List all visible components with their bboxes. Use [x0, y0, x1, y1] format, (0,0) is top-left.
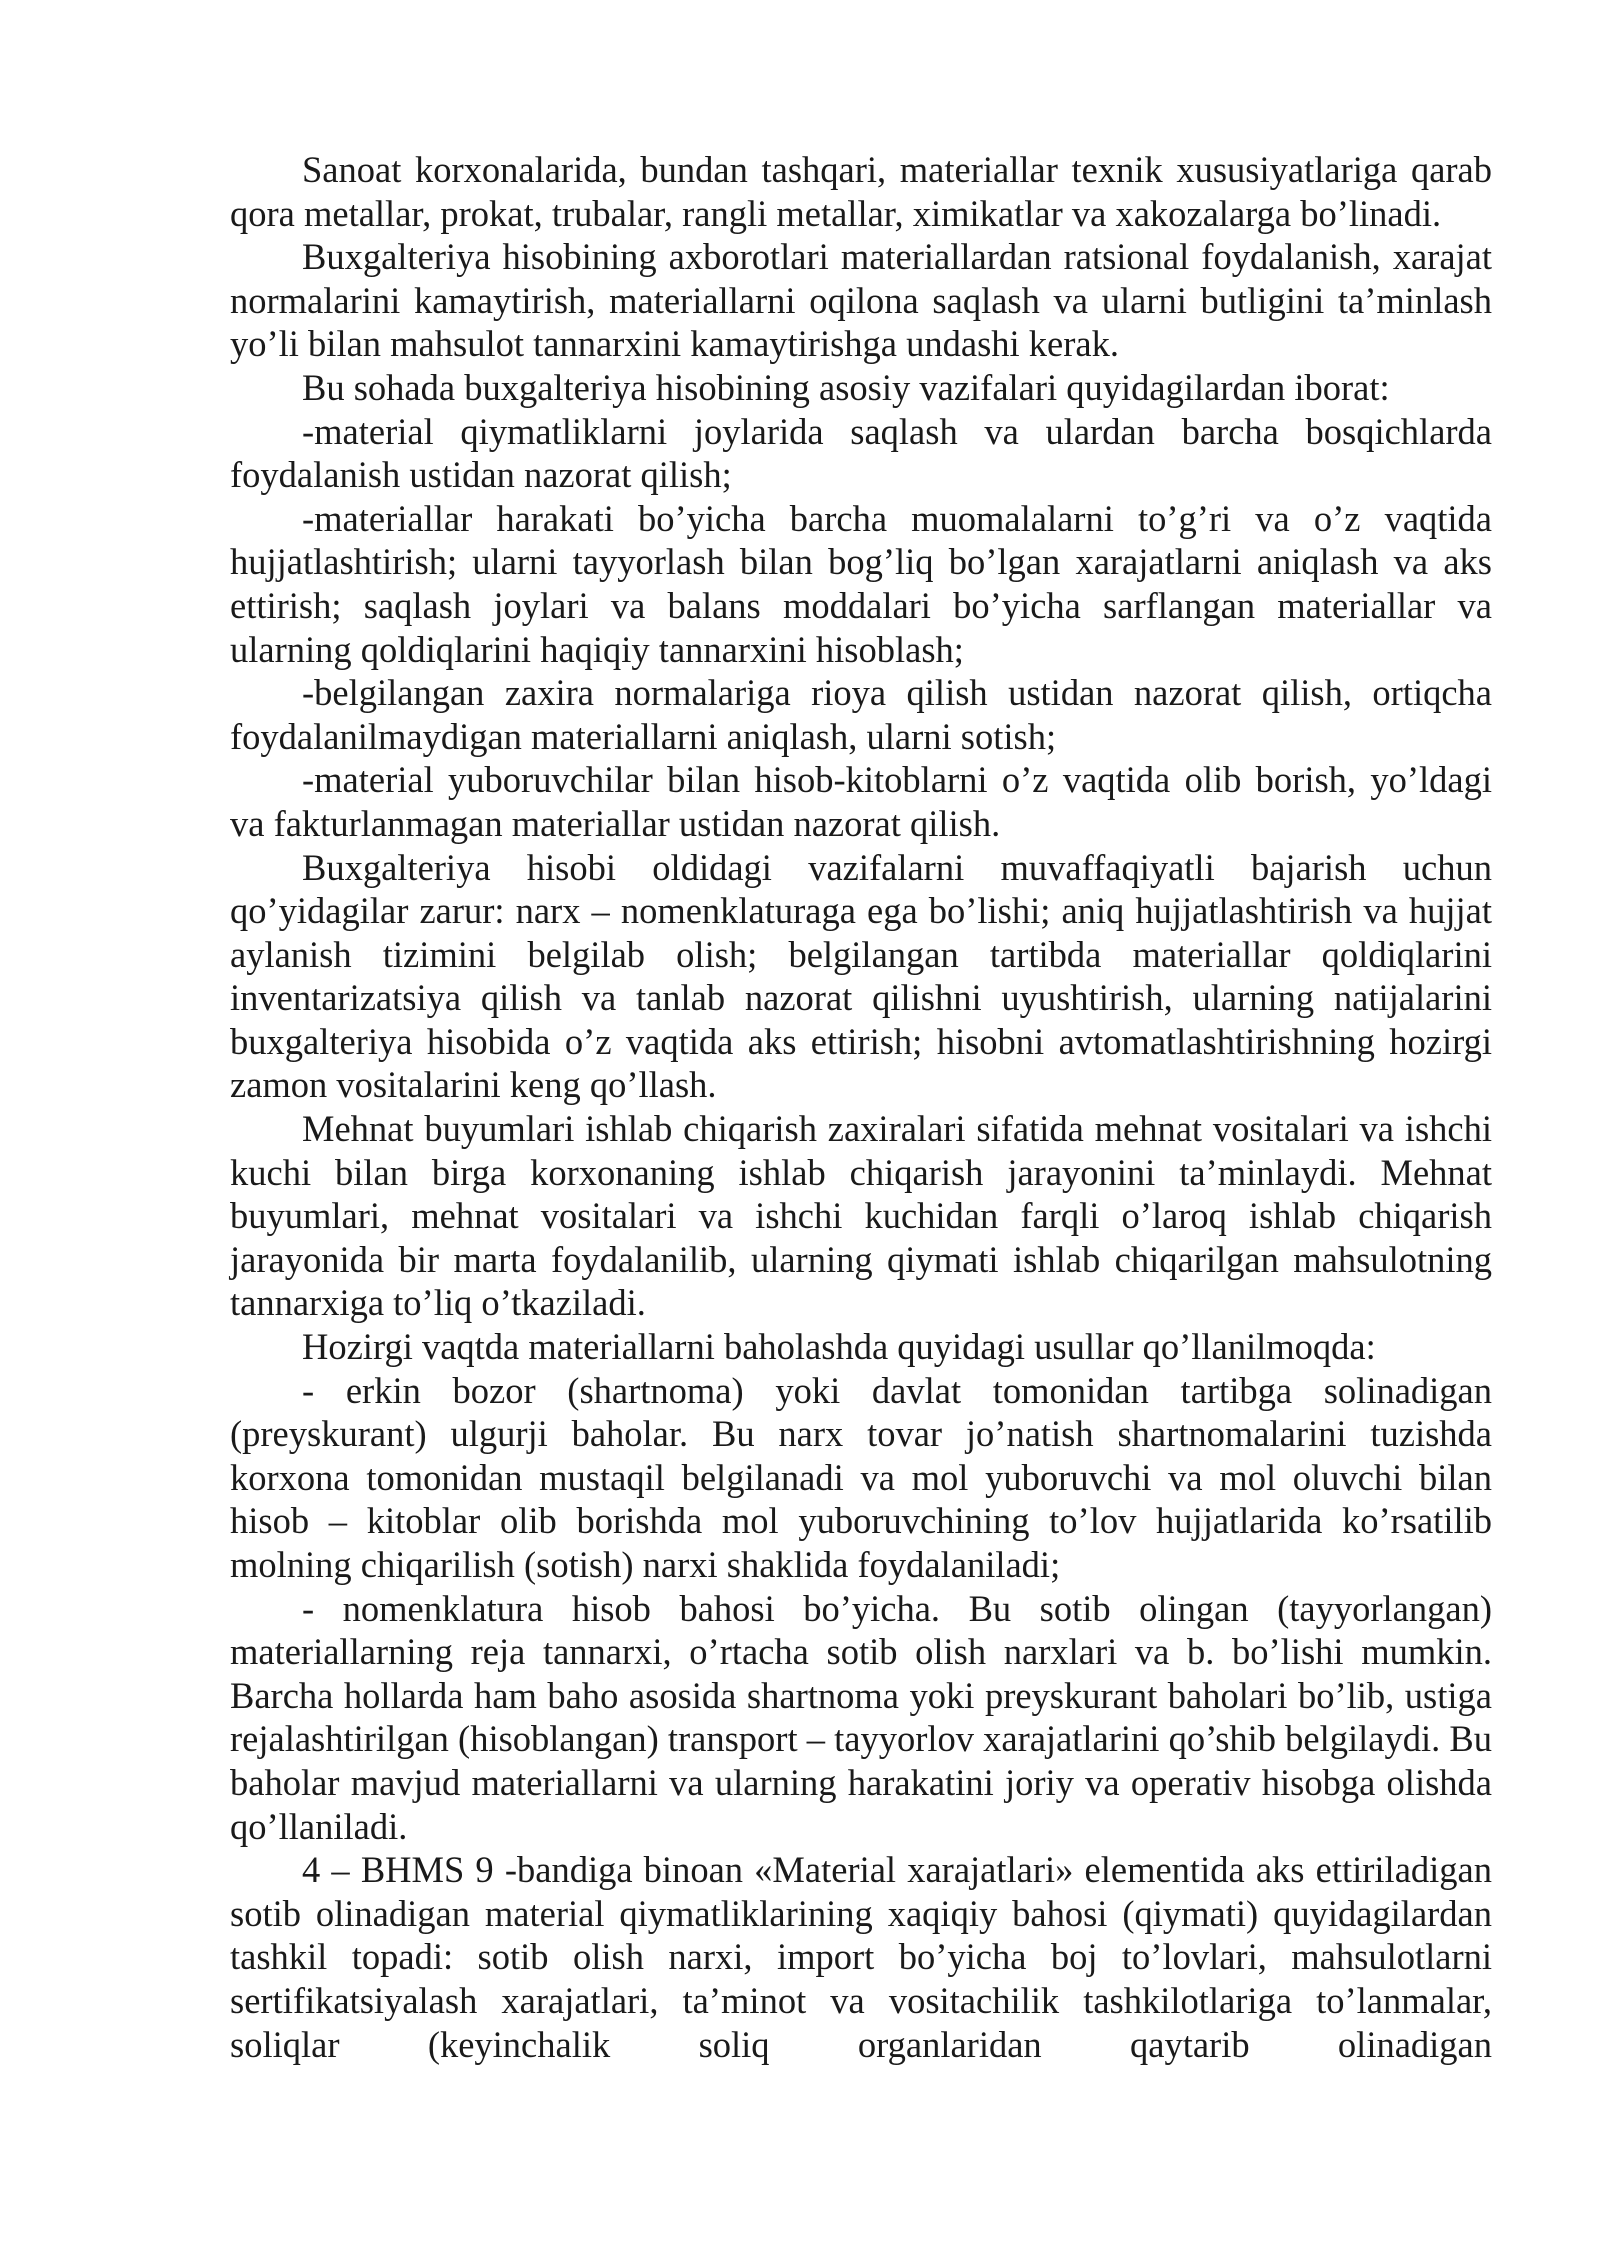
paragraph-requirements: Buxgalteriya hisobi oldidagi vazifalarni muvaffaqiyatli bajarish uchun qo’yidagilar zarur: narx – nomenklaturaga ega bo’lishi; aniq hujjatlashtirish va hujjat aylanish tizimini belgilab olish; belgilangan tartibda materiallar qoldiqlarini inventarizatsiya qilish va tanlab nazorat qilishni uyushtirish, ularning natijalarini buxgalteriya hisobida o’z vaqtida aks ettirish; hisobni avtomatlashtirishning hozirgi zamon vositalarini keng qo’llash.	[230, 846, 1492, 1106]
paragraph-bhms-9: 4 – BHMS 9 -bandiga binoan «Material xarajatlari» elementida aks ettiriladigan sotib olinadigan material qiymatliklarining xaqiqiy bahosi (qiymati) quyidagilardan tashkil topadi: sotib olish narxi, import bo’yicha boj to’lovlari, mahsulotlarni sertifikatsiyalash xarajatlari, ta’minot va vositachilik tashkilotlariga to’lanmalar, soliqlar (keyinchalik soliq organlaridan qaytarib olinadigan	[230, 1849, 1492, 2065]
paragraph-accounting-information: Buxgalteriya hisobining axborotlari materiallardan ratsional foydalanish, xarajat normalarini kamaytirish, materiallarni oqilona saqlash va ularni butligini ta’minlash yo’li bilan mahsulot tannarxini kamaytirishga undashi kerak.	[230, 236, 1492, 365]
paragraph-task-reserve-norms: -belgilangan zaxira normalariga rioya qilish ustidan nazorat qilish, ortiqcha foydalanilmaydigan materiallarni aniqlash, ularni sotish;	[230, 672, 1492, 757]
paragraph-nomenclature-price: - nomenklatura hisob bahosi bo’yicha. Bu sotib olingan (tayyorlangan) materiallarning reja tannarxi, o’rtacha sotib olish narxlari va b. bo’lishi mumkin. Barcha hollarda ham baho asosida shartnoma yoki preyskurant baholari bo’lib, ustiga rejalashtirilgan (hisoblangan) transport – tayyorlov xarajatlarini qo’shib belgilaydi. Bu baholar mavjud materiallarni va ularning harakatini joriy va operativ hisobga olishda qo’llaniladi.	[230, 1587, 1492, 1847]
paragraph-task-supplier-settlements: -material yuboruvchilar bilan hisob-kitoblarni o’z vaqtida olib borish, yo’ldagi va fakturlanmagan materiallar ustidan nazorat qilish.	[230, 759, 1492, 844]
paragraph-labor-objects: Mehnat buyumlari ishlab chiqarish zaxiralari sifatida mehnat vositalari va ishchi kuchi bilan birga korxonaning ishlab chiqarish jarayonini ta’minlaydi. Mehnat buyumlari, mehnat vositalari va ishchi kuchidan farqli o’laroq ishlab chiqarish jarayonida bir marta foydalanilib, ularning qiymati ishlab chiqarilgan mahsulotning tannarxiga to’liq o’tkaziladi.	[230, 1108, 1492, 1324]
paragraph-valuation-methods-intro: Hozirgi vaqtda materiallarni baholashda quyidagi usullar qo’llanilmoqda:	[302, 1326, 1376, 1368]
paragraph-materials-classification: Sanoat korxonalarida, bundan tashqari, materiallar texnik xususiyatlariga qarab qora metallar, prokat, trubalar, rangli metallar, ximikatlar va xakozalarga bo’linadi.	[230, 149, 1492, 234]
document-page	[230, 148, 1492, 2066]
paragraph-free-market-prices: - erkin bozor (shartnoma) yoki davlat tomonidan tartibga solinadigan (preyskurant) ulgurji baholar. Bu narx tovar jo’natish shartnomalarini tuzishda korxona tomonidan mustaqil belgilanadi va mol yuboruvchi va mol oluvchi bilan hisob – kitoblar olib borishda mol yuboruvchining to’lov hujjatlarida ko’rsatilib molning chiqarilish (sotish) narxi shaklida foydalaniladi;	[230, 1369, 1492, 1585]
paragraph-main-tasks-intro: Bu sohada buxgalteriya hisobining asosiy vazifalari quyidagilardan iborat:	[302, 366, 1390, 408]
paragraph-task-documentation: -materiallar harakati bo’yicha barcha muomalalarni to’g’ri va o’z vaqtida hujjatlashtirish; ularni tayyorlash bilan bog’liq bo’lgan xarajatlarni aniqlash va aks ettirish; saqlash joylari va balans moddalari bo’yicha sarflangan materiallar va ularning qoldiqlarini haqiqiy tannarxini hisoblash;	[230, 497, 1492, 670]
paragraph-task-storage-control: -material qiymatliklarni joylarida saqlash va ulardan barcha bosqichlarda foydalanish ustidan nazorat qilish;	[230, 410, 1492, 496]
